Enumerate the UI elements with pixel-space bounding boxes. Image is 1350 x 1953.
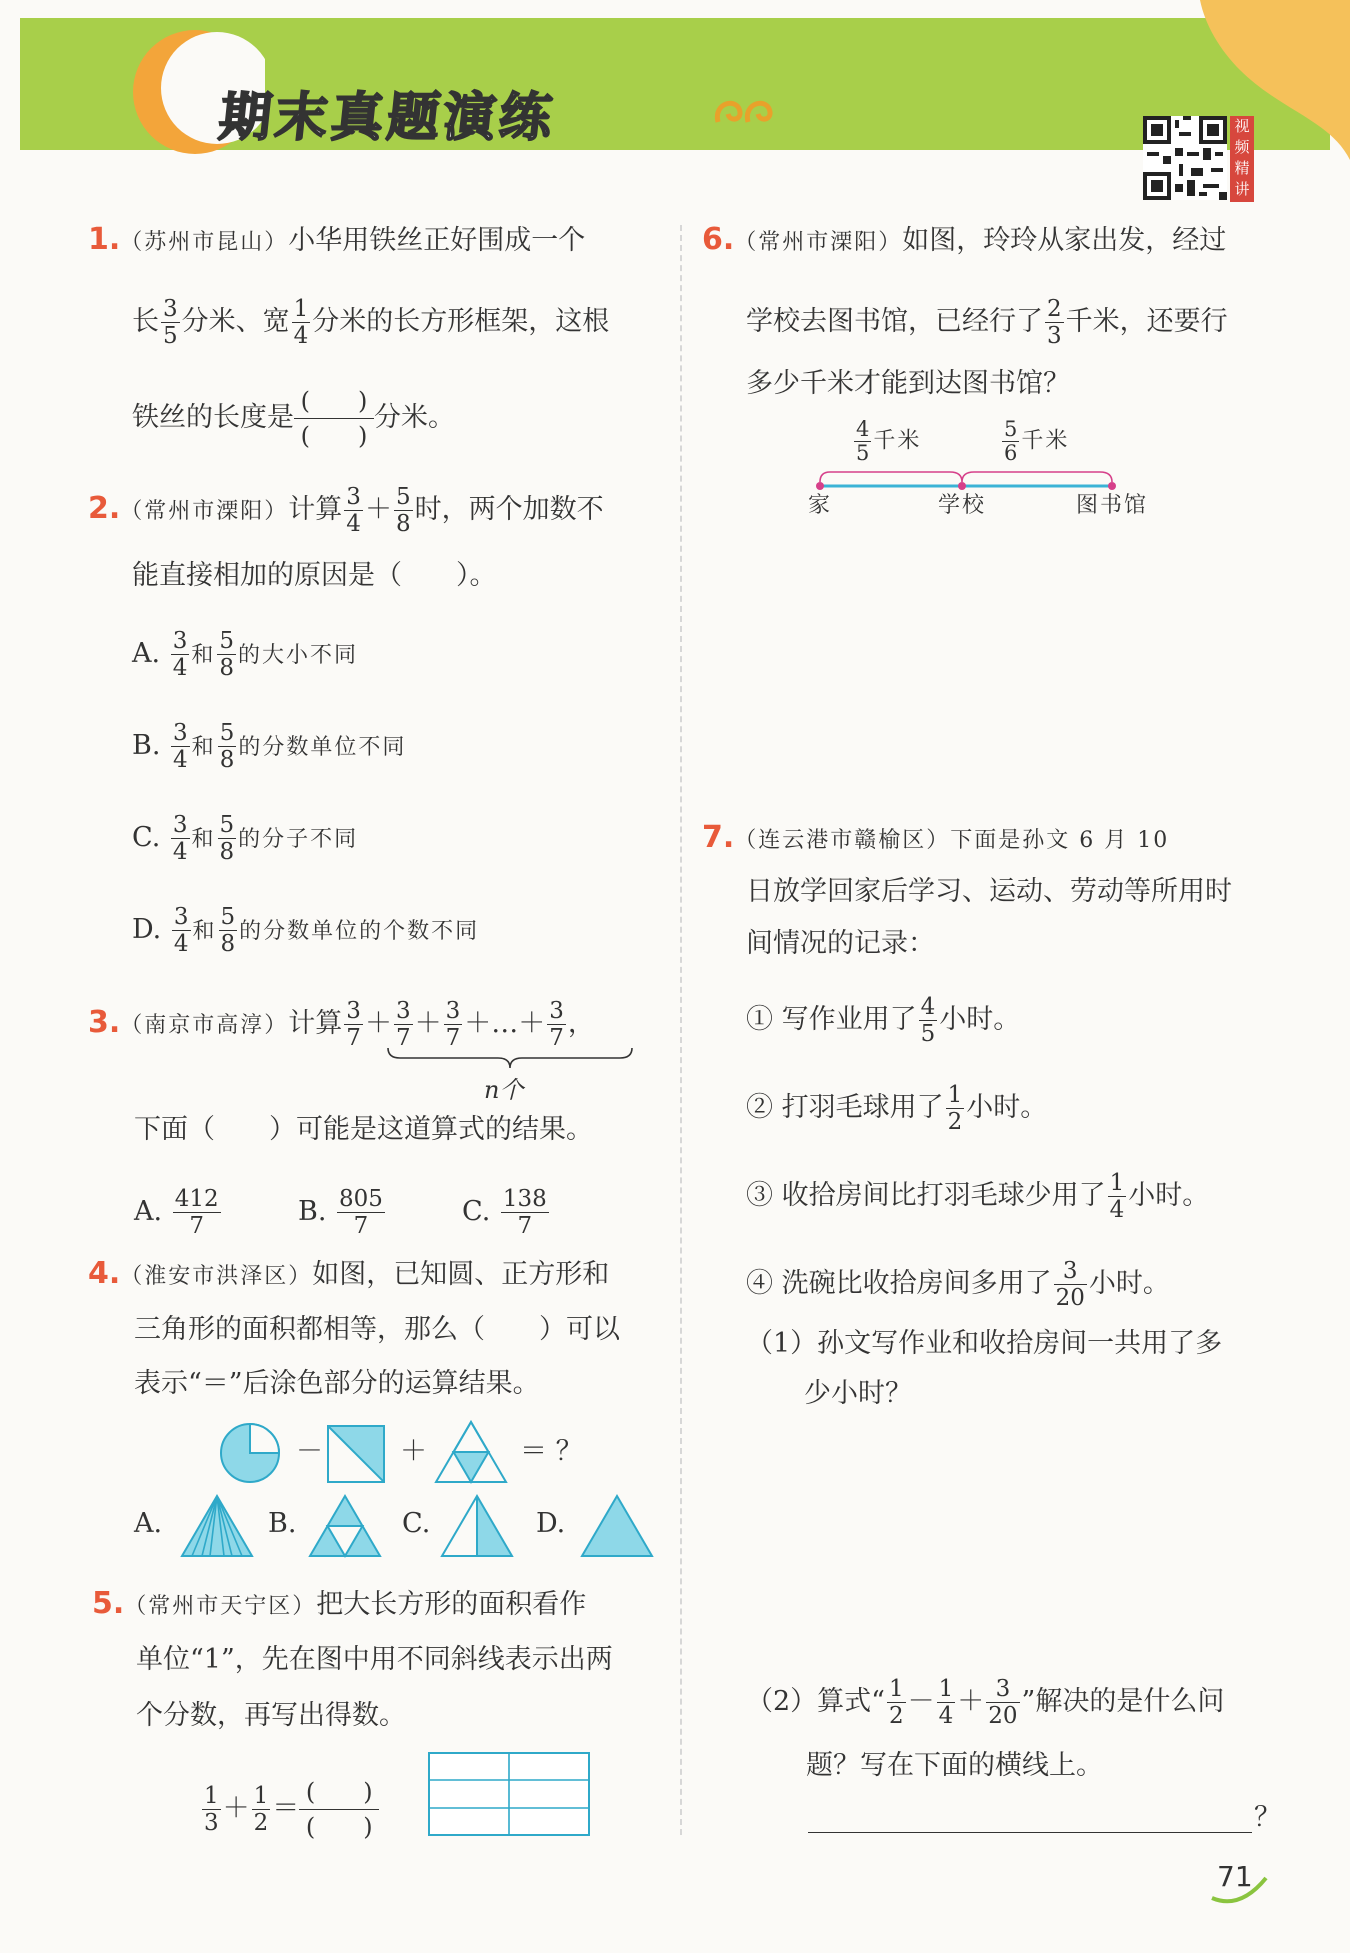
triangle-shape xyxy=(434,1420,508,1484)
unit-label: 千米 xyxy=(873,428,922,454)
plus-sign: ＋ xyxy=(222,1793,250,1824)
record-text: 打羽毛球用了 xyxy=(781,1092,944,1123)
record-fraction: $\frac{1}{4}$ xyxy=(1109,1170,1125,1223)
option-label: B. xyxy=(132,730,161,761)
record-text: 小时。 xyxy=(939,1004,1021,1035)
q7-answer-end: ？ xyxy=(1254,1802,1281,1833)
option-text: 的大小不同 xyxy=(237,643,358,668)
option-fraction: $\frac{5}{8}$ xyxy=(220,904,236,957)
swirl-icon xyxy=(708,92,788,132)
record-text: 小时。 xyxy=(1128,1180,1210,1211)
q4-text: 如图，已知圆、正方形和 xyxy=(312,1259,610,1290)
q4-line-2: 三角形的面积都相等，那么（ ）可以 xyxy=(134,1314,620,1345)
option-fraction: $\frac{412}{7}$ xyxy=(174,1186,219,1239)
q2-fraction-1: $\frac{3}{4}$ xyxy=(346,484,361,537)
q6-number: 6. xyxy=(702,222,735,257)
q6-line-2 xyxy=(746,296,1228,349)
plus-sign: ＋ xyxy=(364,1008,392,1039)
option-label: A. xyxy=(132,638,161,669)
option-text: 的分数单位不同 xyxy=(238,735,407,760)
comma: ， xyxy=(567,1008,595,1039)
plus-sign: ＋ xyxy=(400,1436,427,1467)
plus-sign: ＋ xyxy=(957,1686,985,1717)
plus-sign: ＋ xyxy=(414,1008,442,1039)
q2-option-c[interactable] xyxy=(132,812,358,865)
q2-text: 时，两个加数不 xyxy=(414,494,604,525)
q7-record-3 xyxy=(746,1170,1209,1223)
q6-segment-2-label xyxy=(1000,418,1069,465)
underbrace xyxy=(386,1046,634,1070)
record-text: 小时。 xyxy=(966,1092,1048,1123)
record-text: 收拾房间比打羽毛球少用了 xyxy=(781,1180,1106,1211)
q5-answer-blank[interactable]: $\frac{( )}{( )}$ xyxy=(299,1775,379,1844)
q2-option-a[interactable] xyxy=(132,628,358,681)
q3-term: $\frac{3}{7}$ xyxy=(346,998,361,1051)
q7-record-4 xyxy=(746,1258,1170,1311)
q5-line-1 xyxy=(92,1586,586,1625)
q7-text: （2）算式“ xyxy=(746,1686,885,1717)
record-mark: ② xyxy=(746,1092,773,1123)
q7-text: ”解决的是什么问 xyxy=(1021,1686,1225,1717)
q3-number: 3. xyxy=(88,1005,121,1040)
q4-option-c-label[interactable]: C. xyxy=(402,1508,431,1539)
q5-rectangle-grid[interactable] xyxy=(428,1752,590,1836)
q2-text: 计算 xyxy=(288,494,343,525)
q7-source: （连云港市赣榆区） xyxy=(734,828,951,853)
q1-line-3 xyxy=(132,384,455,453)
option-text: 的分子不同 xyxy=(238,827,359,852)
page-title: 期末真题演练 xyxy=(216,88,559,148)
q1-text: 小华用铁丝正好围成一个 xyxy=(288,225,586,256)
unit-label: 千米 xyxy=(1021,428,1070,454)
q3-text: 计算 xyxy=(288,1008,343,1039)
q7-record-2 xyxy=(746,1082,1047,1135)
record-mark: ④ xyxy=(746,1268,773,1299)
q4-option-d-label[interactable]: D. xyxy=(536,1508,566,1539)
q6-segment-1-label xyxy=(852,418,921,465)
q1-text: 分米、宽 xyxy=(181,306,290,337)
q7-sub1-line-1: （1）孙文写作业和收拾房间一共用了多 xyxy=(746,1328,1223,1359)
q6-text: 如图，玲玲从家出发，经过 xyxy=(902,225,1227,256)
q4-option-a-triangle[interactable] xyxy=(180,1494,254,1558)
q5-line-2: 单位“1”，先在图中用不同斜线表示出两 xyxy=(136,1644,613,1675)
point-school: 学校 xyxy=(938,493,987,518)
q7-sub2-fraction-3: $\frac{3}{20}$ xyxy=(988,1676,1018,1729)
q7-line-3: 间情况的记录： xyxy=(746,928,935,959)
option-label: C. xyxy=(132,822,161,853)
q1-text: 分米的长方形框架，这根 xyxy=(312,306,610,337)
point-library: 图书馆 xyxy=(1076,493,1149,518)
q7-answer-line[interactable] xyxy=(808,1832,1252,1833)
q3-term: $\frac{3}{7}$ xyxy=(549,998,564,1051)
q5-fraction-1: $\frac{1}{3}$ xyxy=(204,1783,219,1836)
q3-line-2: 下面（ ）可能是这道算式的结果。 xyxy=(134,1114,593,1145)
record-mark: ③ xyxy=(746,1180,773,1211)
q3-option-c[interactable] xyxy=(462,1186,551,1239)
option-text: 和 xyxy=(191,827,216,852)
point-home: 家 xyxy=(808,493,833,518)
q4-option-d-triangle[interactable] xyxy=(580,1494,654,1558)
minus-sign: － xyxy=(907,1686,935,1717)
q3-option-b[interactable] xyxy=(298,1186,387,1239)
q3-line-1 xyxy=(88,998,595,1051)
q1-line-1 xyxy=(88,222,585,261)
option-label: D. xyxy=(132,914,162,945)
option-fraction: $\frac{3}{4}$ xyxy=(173,904,189,957)
q4-option-a-label[interactable]: A. xyxy=(134,1508,163,1539)
q7-sub1-line-2: 少小时？ xyxy=(804,1378,912,1409)
record-text: 写作业用了 xyxy=(781,1004,917,1035)
qr-label: 视频精讲 xyxy=(1230,116,1254,202)
square-shape xyxy=(326,1424,386,1484)
plus-sign: ＋ xyxy=(364,494,392,525)
q7-record-1 xyxy=(746,994,1020,1047)
option-fraction: $\frac{805}{7}$ xyxy=(339,1186,383,1239)
q2-line-2: 能直接相加的原因是（ ）。 xyxy=(132,560,497,591)
option-label: C. xyxy=(462,1196,491,1227)
equals-sign: ＝ xyxy=(272,1793,300,1824)
q2-option-b[interactable] xyxy=(132,720,406,773)
option-fraction: $\frac{5}{8}$ xyxy=(219,628,234,681)
q2-number: 2. xyxy=(88,491,121,526)
q1-line-2 xyxy=(132,296,609,349)
qr-code-icon[interactable] xyxy=(1143,116,1227,200)
q4-number: 4. xyxy=(88,1256,121,1291)
q1-text: 分米。 xyxy=(374,402,455,433)
q3-term: $\frac{3}{7}$ xyxy=(445,998,461,1051)
q4-line-1 xyxy=(88,1256,609,1295)
q4-line-3: 表示“＝”后涂色部分的运算结果。 xyxy=(134,1368,540,1399)
minus-sign: － xyxy=(296,1436,323,1467)
option-label: B. xyxy=(298,1196,327,1227)
option-fraction: $\frac{5}{8}$ xyxy=(219,812,235,865)
ellipsis-sign: ＋…＋ xyxy=(464,1008,546,1039)
q5-line-3: 个分数，再写出得数。 xyxy=(136,1700,406,1731)
q3-term: $\frac{3}{7}$ xyxy=(395,998,411,1051)
q2-line-1 xyxy=(88,484,604,537)
q4-option-b-triangle[interactable] xyxy=(308,1494,382,1558)
q1-width-fraction: $\frac{1}{4}$ xyxy=(293,296,309,349)
q6-line-1 xyxy=(702,222,1226,261)
q6-line-3: 多少千米才能到达图书馆？ xyxy=(746,368,1070,399)
q6-segment-2-fraction: $\frac{5}{6}$ xyxy=(1004,417,1018,465)
option-fraction: $\frac{3}{4}$ xyxy=(173,720,188,773)
record-text: 小时。 xyxy=(1088,1268,1170,1299)
q6-segment-1-fraction: $\frac{4}{5}$ xyxy=(856,417,870,465)
option-label: A. xyxy=(134,1196,163,1227)
q5-equation xyxy=(200,1775,379,1844)
q6-fraction: $\frac{2}{3}$ xyxy=(1047,296,1062,349)
q5-fraction-2: $\frac{1}{2}$ xyxy=(253,1783,269,1836)
q7-line-1 xyxy=(702,820,1169,859)
q2-fraction-2: $\frac{5}{8}$ xyxy=(395,484,411,537)
equals-question: ＝ ？ xyxy=(520,1436,583,1467)
q4-source: （淮安市洪泽区） xyxy=(120,1264,313,1289)
q1-number: 1. xyxy=(88,222,121,257)
record-text: 洗碗比收拾房间多用了 xyxy=(781,1268,1052,1299)
q7-sub2-line-1 xyxy=(746,1676,1224,1729)
q1-answer-blank[interactable]: $\frac{( )}{( )}$ xyxy=(294,384,374,453)
option-fraction: $\frac{3}{4}$ xyxy=(172,628,188,681)
option-text: 和 xyxy=(191,735,216,760)
q7-line-2: 日放学回家后学习、运动、劳动等所用时 xyxy=(746,876,1232,907)
record-fraction: $\frac{1}{2}$ xyxy=(947,1082,963,1135)
q5-text: 把大长方形的面积看作 xyxy=(316,1589,587,1620)
brace-label: n个 xyxy=(484,1076,524,1104)
q4-option-c-triangle[interactable] xyxy=(440,1494,514,1558)
q6-text: 千米，还要行 xyxy=(1065,306,1228,337)
q3-source: （南京市高淳） xyxy=(120,1013,289,1038)
q5-source: （常州市天宁区） xyxy=(124,1594,317,1619)
q7-sub2-fraction-1: $\frac{1}{2}$ xyxy=(888,1676,904,1729)
option-text: 和 xyxy=(192,919,217,944)
option-text: 和 xyxy=(191,643,216,668)
option-fraction: $\frac{138}{7}$ xyxy=(502,1186,547,1239)
option-fraction: $\frac{5}{8}$ xyxy=(219,720,235,773)
page-number-swoosh xyxy=(1210,1870,1270,1906)
q6-text: 学校去图书馆，已经行了 xyxy=(746,306,1043,337)
option-text: 的分数单位的个数不同 xyxy=(239,919,480,944)
q4-option-b-label[interactable]: B. xyxy=(268,1508,297,1539)
q7-text: 下面是孙文 6 月 10 xyxy=(950,828,1170,853)
q6-source: （常州市溧阳） xyxy=(734,230,903,255)
q1-source: （苏州市昆山） xyxy=(120,230,289,255)
q2-source: （常州市溧阳） xyxy=(120,499,289,524)
q1-text: 长 xyxy=(132,306,159,337)
q7-sub2-line-2: 题？写在下面的横线上。 xyxy=(806,1750,1103,1781)
q5-number: 5. xyxy=(92,1586,125,1621)
column-divider xyxy=(680,225,682,1835)
q7-number: 7. xyxy=(702,820,735,855)
option-fraction: $\frac{3}{4}$ xyxy=(172,812,188,865)
record-fraction: $\frac{4}{5}$ xyxy=(920,994,936,1047)
circle-shape xyxy=(212,1420,294,1486)
q1-length-fraction: $\frac{3}{5}$ xyxy=(163,296,178,349)
q7-sub2-fraction-2: $\frac{1}{4}$ xyxy=(938,1676,954,1729)
q2-option-d[interactable] xyxy=(132,904,479,957)
page-number: 71 xyxy=(1217,1860,1253,1893)
record-mark: ① xyxy=(746,1004,773,1035)
q3-option-a[interactable] xyxy=(134,1186,223,1239)
record-fraction: $\frac{3}{20}$ xyxy=(1055,1258,1085,1311)
q1-text: 铁丝的长度是 xyxy=(132,402,294,433)
